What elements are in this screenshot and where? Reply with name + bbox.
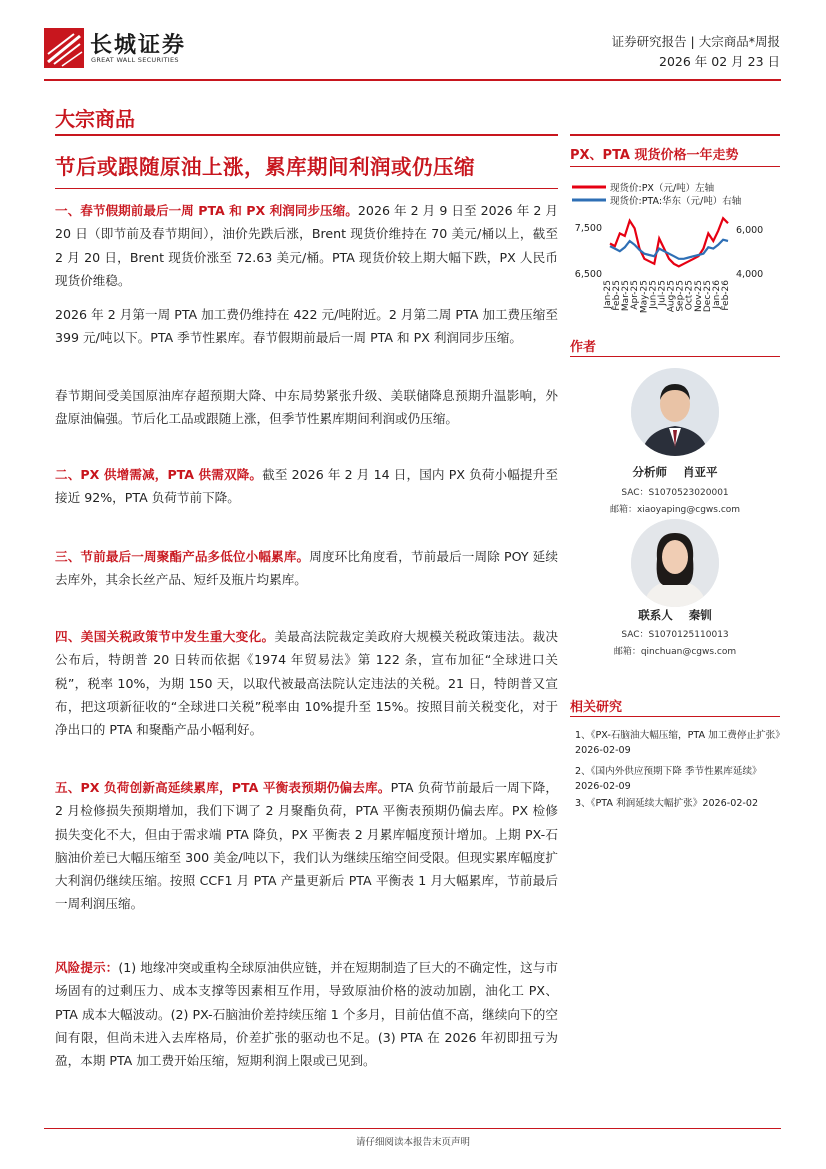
chart-top-rule [570,134,780,136]
x-tick: Jul-25 [657,280,668,306]
author-2-email[interactable]: 邮箱：qinchuan@cgws.com [613,647,737,657]
price-chart [570,172,782,320]
footer-note: 请仔细阅读本报告末页声明 [355,1137,470,1148]
series-line [610,240,728,259]
chart-title-rule [570,166,780,167]
risk-paragraph [55,956,558,1072]
paragraph-text: 春节期间受美国原油库存超预期大降、中东局势紧张升级、美联储降息预期升温影响，外盘原油偏强。节后化工品或跟随上涨，但季节性累库期间利润或仍压缩。 [55,388,558,427]
paragraph-text: 2026 年 2 月第一周 PTA 加工费仍维持在 422 元/吨附近。2 月第二周 PTA 加工费压缩至 399 元/吨以下。PTA 季节性累库。春节假期前最后一周 PTA 和 PX 利润同步压缩。 [55,307,558,346]
author-1-name [570,464,780,480]
paragraph-lead: 四、美国关税政策节中发生重大变化。 [55,629,275,644]
paragraph-text: 周度环比角度看，节前最后一周除 POY 延续去库外，其余长丝产品、短纤及瓶片均累库。 [55,549,558,588]
author-2-name [570,607,780,623]
report-type: 证券研究报告 | 大宗商品*周报 [611,34,780,49]
x-tick: Aug-25 [666,280,677,313]
paragraph-lead: 风险提示： [55,960,119,975]
x-tick: Sep-25 [675,280,686,312]
paragraph-6 [55,625,558,741]
chart-title: PX、PTA 现货价格一年走势 [570,148,739,163]
authors-rule [570,356,780,357]
x-tick: Apr-25 [630,280,641,310]
section-label: 大宗商品 [55,107,135,131]
person-icon [631,368,719,456]
related-item[interactable]: 2、《国内外供应预期下降 季节性累库延续》2026-02-09 [575,766,762,792]
y-tick-left: 6,500 [574,269,602,280]
x-tick: Jun-25 [648,280,659,309]
author-2-sac: SAC：S1070125110013 [621,630,729,640]
report-date: 2026 年 02 月 23 日 [659,54,780,69]
paragraph-lead: 二、PX 供增需减，PTA 供需双降。 [55,467,263,482]
x-tick: Jan-26 [711,280,722,309]
report-meta [612,32,780,72]
paragraph-text: 美最高法院裁定美政府大规模关税政策违法。裁决公布后，特朗普 20 日转而依据《1974 年贸易法》第 122 条，宣布加征“全球进口关税”，税率 10%，为期 150 天，以取代被最高法院认定违法的关税。21 日，特朗普又宣布，把这项新征收的“全球进口关税”税率由 10%提升至 15%。按照目前关税变化，对于净出口的 PTA 和聚酯产品小幅利好。 [55,629,559,738]
title-bottom-rule [55,188,558,189]
authors-heading: 作者 [570,340,597,355]
related-item[interactable]: 3、《PTA 利润延续大幅扩张》2026-02-02 [575,798,759,809]
paragraph-4 [55,463,558,510]
avatar [631,368,719,456]
x-tick: Nov-25 [693,280,704,313]
x-tick: Mar-25 [621,280,632,312]
x-tick: May-25 [639,280,650,314]
header-divider [44,79,781,81]
paragraph-5 [55,545,558,592]
paragraph-3 [55,384,558,431]
paragraph-text: (1) 地缘冲突或重构全球原油供应链，并在短期制造了巨大的不确定性，这与市场固有的过剩压力、成本支撑等因素相互作用，导致原油价格的波动加剧，油化工 PX、PTA 成本大幅波动。(2) PX-石脑油价差持续压缩 1 个多月，目前估值不高，继续向下的空间有限，但尚未进入去库格局，价差扩张的驱动也不足。(3) PTA 在 2026 年初即扭亏为盈，本期 PTA 加工费开始压缩，短期利润上限或已见到。 [55,960,559,1069]
page-title: 节后或跟随原油上涨，累库期间利润或仍压缩 [55,155,475,179]
x-tick: Jan-25 [603,280,613,309]
author-name: 肖亚平 [683,465,718,479]
related-rule [570,716,780,717]
paragraph-text: PTA 负荷节前最后一周下降，2 月检修损失预期增加，我们下调了 2 月聚酯负荷，PTA 平衡表预期仍偏去库。PX 检修损失变化不大，但由于需求端 PTA 降负，PX 平衡表 2 月累库幅度预计增加。上期 PX-石脑油价差已大幅压缩至 300 美金/吨以下，我们认为继续压缩空间受限。但现实累库幅度扩大利润仍继续压缩。按照 CCF1 月 PTA 产量更新后 PTA 平衡表 1 月大幅累库，节前最后一周利润压缩。 [55,780,558,912]
paragraph-lead: 三、节前最后一周聚酯产品多低位小幅累库。 [55,549,310,564]
paragraph-lead: 一、春节假期前最后一周 PTA 和 PX 利润同步压缩。 [55,203,358,218]
paragraph-text: 2026 年 2 月 9 日至 2026 年 2 月 20 日（即节前及春节期间），油价先跌后涨，Brent 现货价维持在 70 美元/桶以上，截至 2 月 20 日，Brent 现货价涨至 72.63 美元/桶。PTA 现货价较上期大幅下跌，PX 人民币现货价维稳。 [55,203,558,288]
x-tick: Oct-25 [684,280,695,311]
author-1-email[interactable]: 邮箱：xiaoyaping@cgws.com [609,505,741,515]
paragraph-2 [55,303,558,350]
title-top-rule [55,134,558,136]
author-1-sac: SAC：S1070523020001 [621,488,729,498]
x-tick: Feb-25 [612,280,623,311]
legend-label: 现货价:PX（元/吨）左轴 [610,183,715,194]
author-role: 联系人 [638,608,673,622]
x-tick: Dec-25 [702,280,713,313]
footer-divider [44,1128,781,1129]
author-role: 分析师 [632,465,667,479]
brand-name: 长城证券 [90,33,187,58]
x-tick: Feb-26 [721,280,731,311]
related-heading: 相关研究 [570,700,623,715]
y-tick-right: 6,000 [736,225,764,236]
paragraph-text: 截至 2026 年 2 月 14 日，国内 PX 负荷小幅提升至接近 92%，PTA 负荷节前下降。 [55,467,558,506]
legend-label: 现货价:PTA:华东（元/吨）右轴 [610,196,742,207]
brand-name-en: GREAT WALL SECURITIES [91,56,179,64]
related-item[interactable]: 1、《PX-石脑油大幅压缩，PTA 加工费停止扩张》2026-02-09 [575,730,785,756]
paragraph-1 [55,199,558,292]
brand-logo-icon [44,28,84,68]
paragraph-7 [55,776,558,916]
y-tick-left: 7,500 [574,223,602,234]
author-name: 秦钏 [688,608,712,622]
avatar [631,519,719,607]
person-icon [631,519,719,607]
paragraph-lead: 五、PX 负荷创新高延续累库，PTA 平衡表预期仍偏去库。 [55,780,391,795]
y-tick-right: 4,000 [736,269,764,280]
